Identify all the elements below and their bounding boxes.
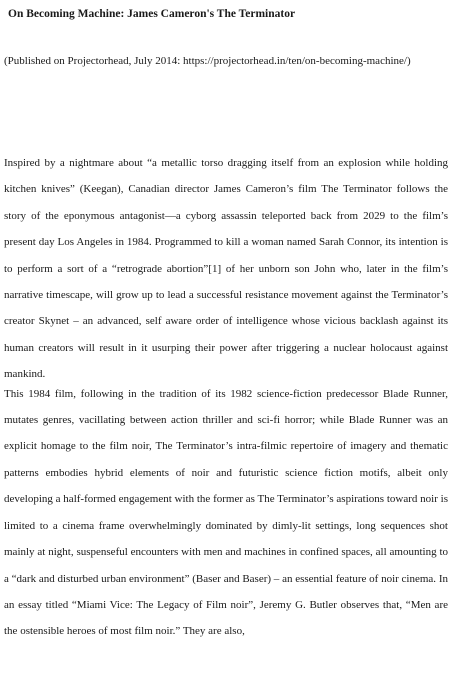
document-title: On Becoming Machine: James Cameron's The Terminator <box>8 8 296 20</box>
document-body <box>4 150 448 645</box>
paragraph-1: Inspired by a nightmare about “a metallic torso dragging itself from an explosion while holding kitchen knives” (Keegan), Canadian director James Cameron’s film The Terminator follows the story of the eponymous antagonist—a cyborg assassin teleported back from 2029 to the film’s present day Los Angeles in 1984. Programmed to kill a woman named Sarah Connor, its intention is to perform a sort of a “retrograde abortion”[1] of her unborn son John who, later in the film’s narrative timescape, will grow up to lead a successful resistance movement against the Terminator’s creator Skynet – an advanced, self aware order of intelligence whose vicious backlash against its human creators will result in it usurping their power after triggering a nuclear holocaust against mankind. <box>4 157 448 381</box>
publication-note: (Published on Projectorhead, July 2014: https://projectorhead.in/ten/on-becoming-machine/) <box>4 55 411 67</box>
paragraph-2: This 1984 film, following in the tradition of its 1982 science-fiction predecessor Blade Runner, mutates genres, vacillating between action thriller and sci-fi horror; while Blade Runner was an explicit homage to the film noir, The Terminator’s intra-filmic repertoire of imagery and thematic patterns embodies hybrid elements of noir and futuristic science fiction motifs, albeit only developing a half-formed engagement with the former as The Terminator’s aspirations toward noir is limited to a cinema frame overwhelmingly dominated by dimly-lit settings, long sequences shot mainly at night, suspenseful encounters with men and machines in confined spaces, all amounting to a “dark and disturbed urban environment” (Baser and Baser) – an essential feature of noir cinema. In an essay titled “Miami Vice: The Legacy of Film noir”, Jeremy G. Butler observes that, “Men are the ostensible heroes of most film noir.” They are also, <box>4 387 448 638</box>
